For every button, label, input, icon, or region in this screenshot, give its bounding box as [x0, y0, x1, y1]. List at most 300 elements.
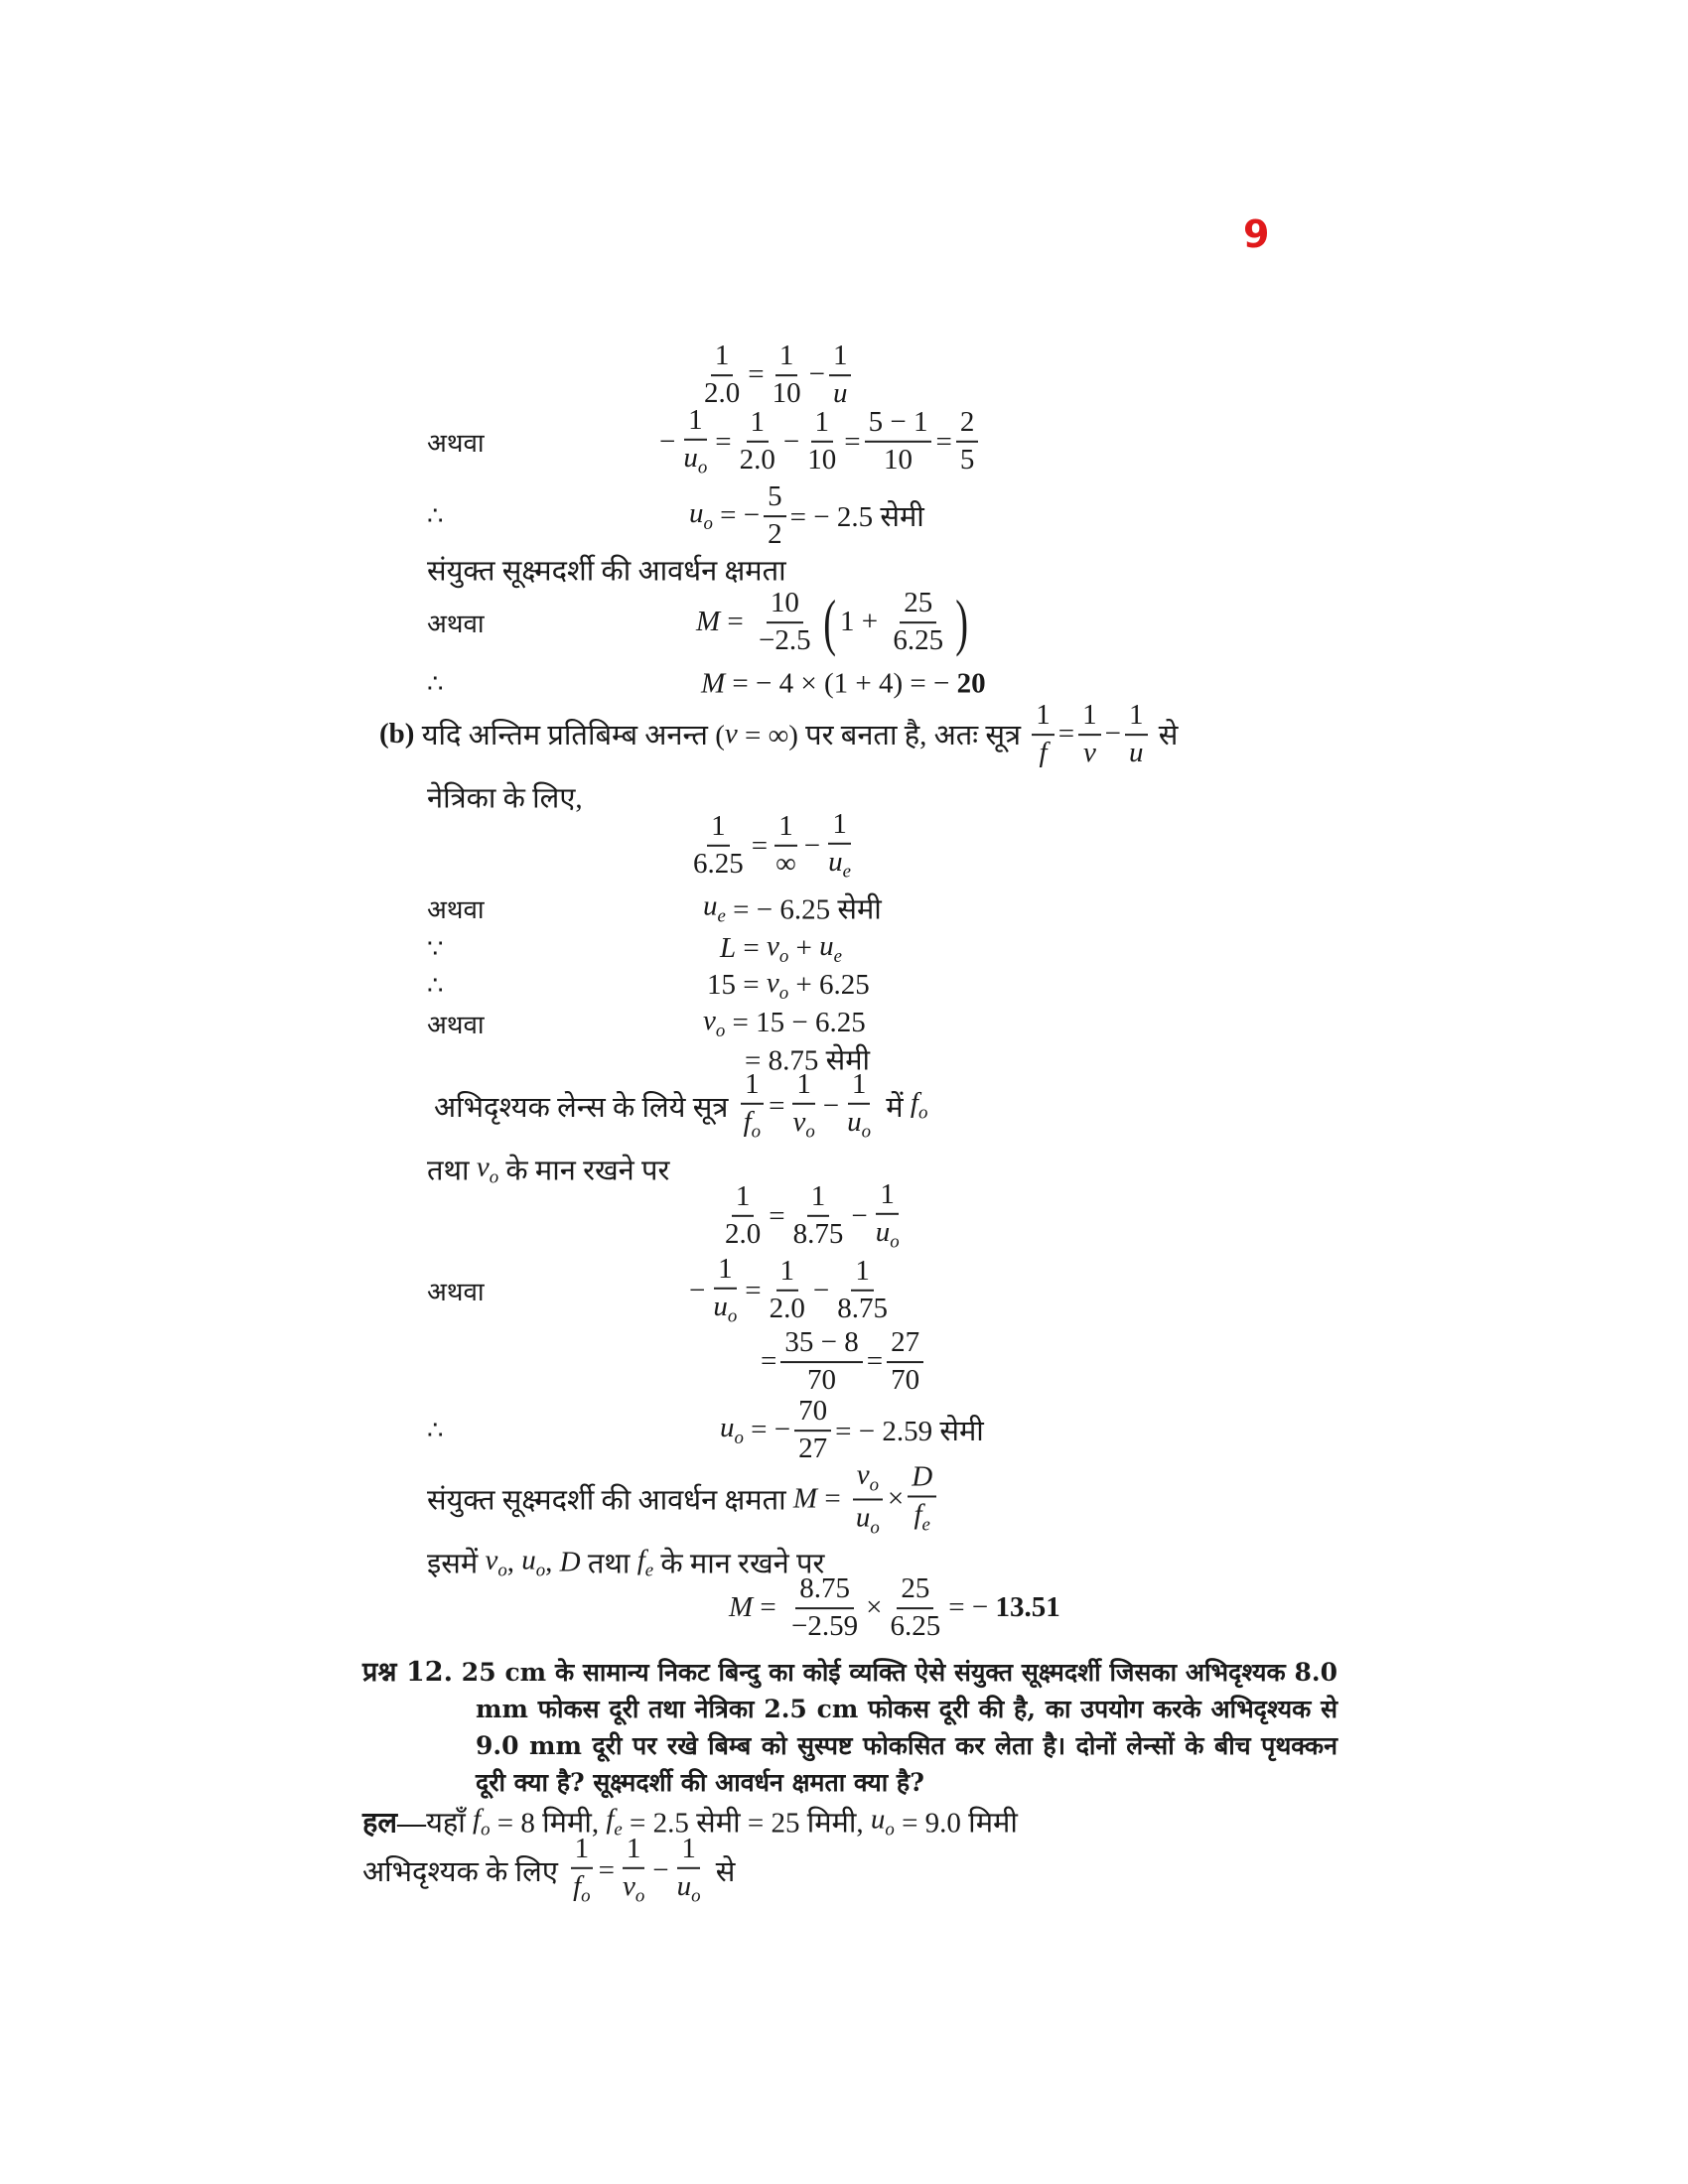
equation [703, 889, 882, 928]
equation [703, 1005, 866, 1042]
fraction [833, 1256, 892, 1325]
equation [729, 1573, 1060, 1643]
math-text: 1 [832, 340, 848, 372]
equation-line [701, 668, 986, 701]
math-text: 6.25 [890, 1610, 941, 1642]
denominator [619, 1869, 648, 1908]
math-text: 1 [779, 1255, 795, 1288]
subscript: o [703, 512, 713, 534]
math-text: से [1151, 720, 1179, 752]
denominator [787, 1609, 862, 1643]
subscript: o [885, 1818, 895, 1840]
math-text: , [545, 1546, 560, 1578]
variable: $v_o$ [856, 1458, 880, 1496]
variable: $f_o$ [743, 1105, 762, 1143]
denominator [709, 1290, 741, 1328]
equation [427, 1459, 940, 1538]
denominator [673, 1869, 705, 1908]
question-12 [362, 1654, 1337, 1801]
variable: $v_o$ [622, 1869, 645, 1907]
equation-line [689, 481, 924, 551]
denominator [721, 1217, 765, 1251]
variable: M [729, 1591, 754, 1624]
math-text: 2.0 [739, 444, 775, 476]
math-text: 1 [714, 340, 730, 372]
variable: $v_o$ [766, 967, 789, 1004]
denominator [880, 443, 916, 477]
fraction [887, 1327, 923, 1397]
numerator [684, 405, 707, 441]
variable: $v_o$ [792, 1105, 815, 1143]
denominator [803, 443, 840, 477]
equation [696, 588, 972, 657]
variable: $u_o$ [689, 497, 713, 534]
equation [717, 1179, 908, 1253]
fraction [619, 1834, 648, 1907]
math-text: + [788, 932, 820, 965]
math-text: संयुक्त सूक्ष्मदर्शी की आवर्धन क्षमता [427, 1484, 793, 1517]
equation-line [761, 1327, 927, 1397]
fraction [755, 588, 815, 657]
math-text: = − 6.25 सेमी [725, 893, 882, 926]
numerator [829, 341, 852, 376]
equation-line [703, 889, 882, 928]
math-text: × [887, 1482, 905, 1515]
variable: $f_e$ [914, 1498, 930, 1536]
equation [696, 341, 855, 410]
subscript: o [778, 982, 789, 1004]
subscript: o [489, 1165, 499, 1187]
fraction [780, 1327, 862, 1397]
math-text: −2.5 [759, 624, 811, 656]
text-line [427, 778, 583, 817]
denominator [755, 623, 815, 657]
math-text: = 9.0 मिमी [894, 1807, 1018, 1840]
math-text: 70 [798, 1395, 828, 1428]
bold-text: (b) [379, 718, 415, 751]
equation-line [689, 1254, 896, 1327]
denominator [824, 845, 855, 884]
subscript: e [614, 1818, 623, 1840]
variable: $f_o$ [573, 1869, 591, 1907]
variable: $u_e$ [819, 930, 843, 967]
denominator [1125, 736, 1148, 769]
equation-line [703, 1005, 866, 1042]
parenthesis: ( [822, 587, 836, 657]
math-text: अभिदृश्यक लेन्स के लिये सूत्र [434, 1091, 736, 1124]
math-text: = 8 मिमी, [490, 1807, 607, 1840]
math-text: = − 4 × (1 + 4) = − [725, 667, 957, 700]
denominator [833, 1292, 892, 1325]
math-text: 1 [1036, 699, 1051, 732]
denominator [764, 517, 786, 551]
math-text: 10 [884, 444, 914, 476]
math-text: 1 [814, 406, 829, 439]
subscript: o [697, 457, 708, 478]
denominator [689, 847, 748, 881]
fraction [794, 1396, 831, 1465]
math-text: 1 [718, 1252, 733, 1285]
numerator [767, 588, 803, 623]
denominator [736, 443, 779, 477]
math-text: 27 [891, 1326, 920, 1359]
line-label: अथवा [427, 1278, 485, 1307]
math-text: = [844, 425, 861, 458]
parenthesis: ) [955, 587, 969, 657]
numerator [908, 1462, 936, 1498]
math-text: − [808, 358, 825, 391]
equation [362, 1834, 735, 1907]
equation [689, 1254, 896, 1327]
math-text: 15 = [707, 969, 767, 1002]
math-text: 1 [711, 810, 726, 843]
math-text: × [866, 1591, 883, 1624]
numerator [776, 1256, 799, 1292]
numerator [1125, 700, 1148, 736]
subscript: e [644, 1559, 654, 1580]
math-text: = [866, 1345, 884, 1378]
numerator [780, 1327, 862, 1363]
denominator [889, 623, 947, 657]
subscript: o [727, 1305, 738, 1327]
numerator [707, 811, 730, 847]
math-text: 1 + [839, 606, 886, 638]
math-text: संयुक्त सूक्ष्मदर्शी की आवर्धन क्षमता [427, 555, 786, 588]
denominator [843, 1105, 875, 1144]
numerator [851, 1256, 874, 1292]
variable: v [1082, 737, 1096, 768]
variable: u [832, 377, 848, 409]
equation [379, 700, 1178, 769]
subscript: o [634, 1885, 645, 1907]
math-text: = [753, 1591, 784, 1624]
math-text: 1 [796, 1067, 811, 1100]
denominator [887, 1609, 945, 1643]
variable: D [912, 1460, 933, 1493]
math-text: − [782, 425, 800, 458]
numerator [741, 1069, 764, 1105]
fraction [803, 407, 840, 477]
math-text: = 8.75 सेमी [745, 1044, 871, 1077]
math-text: नेत्रिका के लिए, [427, 782, 583, 815]
numerator [775, 341, 798, 376]
math-text: − [652, 1853, 669, 1886]
math-text: = [748, 358, 765, 391]
numerator [795, 1573, 854, 1609]
math-text: 1 [851, 1067, 867, 1100]
math-text: = − 2.59 सेमी [835, 1416, 984, 1448]
equation [427, 551, 786, 590]
equation [427, 778, 583, 817]
math-text: + 6.25 [788, 969, 870, 1002]
math-text: = [817, 1482, 848, 1515]
fraction [740, 1069, 765, 1143]
line-label: अथवा [427, 895, 485, 925]
math-text: = [935, 425, 952, 458]
variable: M [696, 606, 721, 638]
math-text: ∞ [775, 848, 796, 880]
denominator [788, 1105, 818, 1144]
numerator [811, 407, 834, 443]
equation [434, 1069, 927, 1143]
subscript: o [870, 1516, 880, 1538]
math-text: 8.75 [837, 1293, 888, 1324]
math-text: 1 [855, 1255, 870, 1288]
math-text: = [720, 606, 752, 638]
bold-text: 20 [956, 667, 986, 700]
math-text: 1 [778, 810, 793, 843]
math-text: = ∞) पर बनता है, अतः सूत्र [737, 720, 1029, 752]
variable: $u_e$ [703, 889, 726, 926]
variable: $u_o$ [521, 1544, 546, 1580]
subscript: o [805, 1121, 815, 1143]
math-text: इसमें [427, 1548, 486, 1580]
math-text: यदि अन्तिम प्रतिबिम्ब अनन्त ( [414, 720, 725, 752]
numerator [876, 1179, 899, 1215]
variable: $f_e$ [606, 1803, 623, 1840]
fraction [788, 1069, 818, 1143]
numerator [792, 1069, 815, 1105]
math-text: 10 [807, 444, 837, 476]
fraction [769, 341, 805, 410]
math-text: 1 [688, 403, 703, 436]
text-line [427, 1459, 940, 1538]
equation-line [729, 1573, 1060, 1643]
math-text: 1 [750, 406, 766, 439]
text-line [362, 1834, 735, 1907]
fraction [829, 341, 852, 410]
denominator [910, 1498, 933, 1537]
variable: D [559, 1546, 581, 1578]
variable: $u_o$ [875, 1215, 900, 1253]
equation-line [720, 930, 842, 968]
numerator [848, 1069, 871, 1105]
fraction [824, 809, 855, 883]
math-text: 1 [735, 1180, 751, 1213]
subscript: o [581, 1885, 591, 1907]
numerator [623, 1834, 645, 1869]
equation [659, 405, 982, 478]
math-text: 25 [901, 1572, 930, 1605]
fraction [721, 1181, 765, 1251]
line-label: ∴ [427, 1416, 444, 1445]
subscript: o [715, 1020, 726, 1041]
math-text: 2.0 [704, 377, 741, 409]
math-text: = [598, 1853, 615, 1886]
math-text: यहाँ [426, 1807, 474, 1840]
variable: $u_o$ [870, 1803, 895, 1840]
text-line [427, 1151, 669, 1189]
equation [689, 481, 924, 551]
question-text: 25 cm के सामान्य निकट बिन्दु का कोई व्यक्ति ऐसे संयुक्त सूक्ष्मदर्शी जिसका अभिदृश्यक 8.0 mm फोकस दूरी तथा नेत्रिका 2.5 cm फोकस दूरी की है, का उपयोग करके अभिदृश्यक से 9.0 mm दूरी पर रखे बिम्ब को सुस्पष्ट फोकसित कर लेता है। दोनों लेन्सों के बीच पृथक्कन दूरी क्या है? सूक्ष्मदर्शी की आवर्धन क्षमता क्या है? [452, 1658, 1337, 1797]
math-text: 2 [768, 518, 782, 550]
equation [427, 1151, 669, 1189]
fraction [700, 341, 744, 410]
fraction [766, 1256, 809, 1325]
subscript: e [833, 945, 843, 967]
math-text: 1 [1082, 699, 1097, 732]
numerator [897, 1573, 933, 1609]
math-text: 2 [959, 406, 975, 439]
numerator [571, 1834, 594, 1869]
variable: $v_o$ [767, 930, 789, 967]
equation-line [707, 967, 870, 1005]
equation-line [659, 405, 982, 478]
numerator [900, 588, 936, 623]
math-text: 27 [798, 1433, 828, 1464]
numerator [828, 809, 851, 845]
math-text: − [1104, 718, 1121, 751]
denominator [852, 1500, 884, 1539]
fraction [956, 407, 979, 477]
math-text: − [659, 425, 676, 458]
math-text: , [506, 1546, 522, 1578]
text-line [427, 551, 786, 590]
denominator [679, 441, 711, 479]
numerator [764, 481, 786, 517]
math-text: 8.75 [799, 1572, 850, 1605]
math-text: से [708, 1855, 736, 1888]
subscript: o [734, 1427, 744, 1448]
fraction [1078, 700, 1101, 769]
line-label: अथवा [427, 610, 485, 639]
numerator [853, 1459, 883, 1500]
subscript: o [691, 1885, 701, 1907]
math-text: 35 − 8 [784, 1326, 859, 1359]
variable: L [720, 932, 737, 965]
math-text: − [851, 1199, 868, 1232]
math-text: 1 [681, 1832, 696, 1864]
equation-line [696, 588, 972, 657]
math-text: 25 [904, 587, 933, 619]
math-text: 1 [626, 1832, 641, 1864]
variable: $u_o$ [847, 1105, 872, 1143]
fraction [764, 481, 786, 551]
equation [701, 668, 986, 701]
denominator [789, 1217, 848, 1251]
fraction [887, 1573, 945, 1643]
equation [761, 1327, 927, 1397]
subscript: o [778, 945, 789, 967]
math-text: = [751, 829, 769, 862]
math-text: = [769, 1089, 785, 1122]
variable: f [1039, 737, 1048, 768]
math-text: के मान रखने पर [498, 1155, 670, 1187]
equation-line [720, 1396, 984, 1465]
math-text: 1 [1129, 699, 1144, 732]
numerator [865, 407, 932, 443]
math-text: = [769, 1199, 785, 1232]
variable: $u_e$ [828, 845, 852, 883]
denominator [956, 443, 979, 477]
math-text: 2.0 [725, 1218, 762, 1250]
math-text: 5 − 1 [868, 406, 928, 439]
denominator [1079, 736, 1100, 769]
math-text: 2.0 [769, 1293, 805, 1324]
denominator [766, 1292, 809, 1325]
numerator [747, 407, 770, 443]
math-text: = [761, 1345, 777, 1378]
numerator [677, 1834, 700, 1869]
math-text: में [879, 1091, 911, 1124]
math-text: 8.75 [792, 1218, 844, 1250]
equation [707, 967, 870, 1005]
subscript: o [861, 1121, 872, 1143]
math-text: 1 [778, 340, 794, 372]
denominator [1036, 736, 1052, 769]
math-text: 5 [959, 444, 975, 476]
fraction [736, 407, 779, 477]
variable: M [792, 1482, 818, 1515]
math-text: 1 [745, 1067, 760, 1100]
math-text: = [1057, 718, 1075, 751]
numerator [711, 341, 734, 376]
line-label: ∴ [427, 501, 444, 531]
math-text: = [715, 425, 732, 458]
math-text: 1 [880, 1177, 895, 1210]
denominator [803, 1363, 840, 1397]
math-text: = [736, 932, 767, 965]
variable: $f_o$ [910, 1087, 928, 1124]
denominator [569, 1869, 594, 1908]
fraction [843, 1069, 875, 1143]
math-text: तथा [427, 1155, 477, 1187]
subscript: o [497, 1559, 507, 1580]
fraction [865, 407, 932, 477]
variable: $v_o$ [485, 1544, 507, 1580]
fraction [872, 1179, 904, 1253]
subscript: o [751, 1121, 762, 1143]
fraction [772, 811, 800, 881]
equation-line [717, 1179, 908, 1253]
line-label: अथवा [427, 429, 485, 459]
line-label: अथवा [427, 1011, 485, 1040]
numerator [714, 1254, 737, 1290]
variable: $u_o$ [713, 1290, 738, 1327]
math-text: − [689, 1274, 706, 1306]
question-label: प्रश्न 12. [362, 1657, 453, 1688]
fraction [889, 588, 947, 657]
bold-text: 13.51 [995, 1591, 1060, 1624]
math-text: = 15 − 6.25 [725, 1007, 866, 1039]
math-text: 1 [810, 1180, 826, 1213]
variable: $v_o$ [703, 1005, 726, 1041]
math-text: तथा [580, 1548, 637, 1580]
math-text: − [822, 1089, 840, 1122]
math-text: = − [712, 499, 761, 532]
denominator [872, 1215, 904, 1254]
denominator [740, 1105, 765, 1144]
fraction [679, 405, 711, 478]
math-text: −2.59 [791, 1610, 859, 1642]
text-line [434, 1069, 927, 1143]
math-text: = − [948, 1591, 996, 1624]
line-label: ∴ [427, 669, 444, 699]
page-number: 9 [1243, 212, 1270, 256]
fraction [789, 1181, 848, 1251]
variable: $f_o$ [473, 1803, 491, 1840]
subscript: e [717, 904, 726, 926]
equation-line [696, 341, 855, 410]
math-text: 1 [832, 807, 847, 840]
denominator [772, 847, 800, 881]
numerator [807, 1181, 830, 1217]
numerator [732, 1181, 755, 1217]
fraction [852, 1459, 884, 1538]
math-text: 6.25 [693, 848, 744, 880]
variable: $u_o$ [683, 441, 708, 478]
equation-line [685, 809, 859, 883]
